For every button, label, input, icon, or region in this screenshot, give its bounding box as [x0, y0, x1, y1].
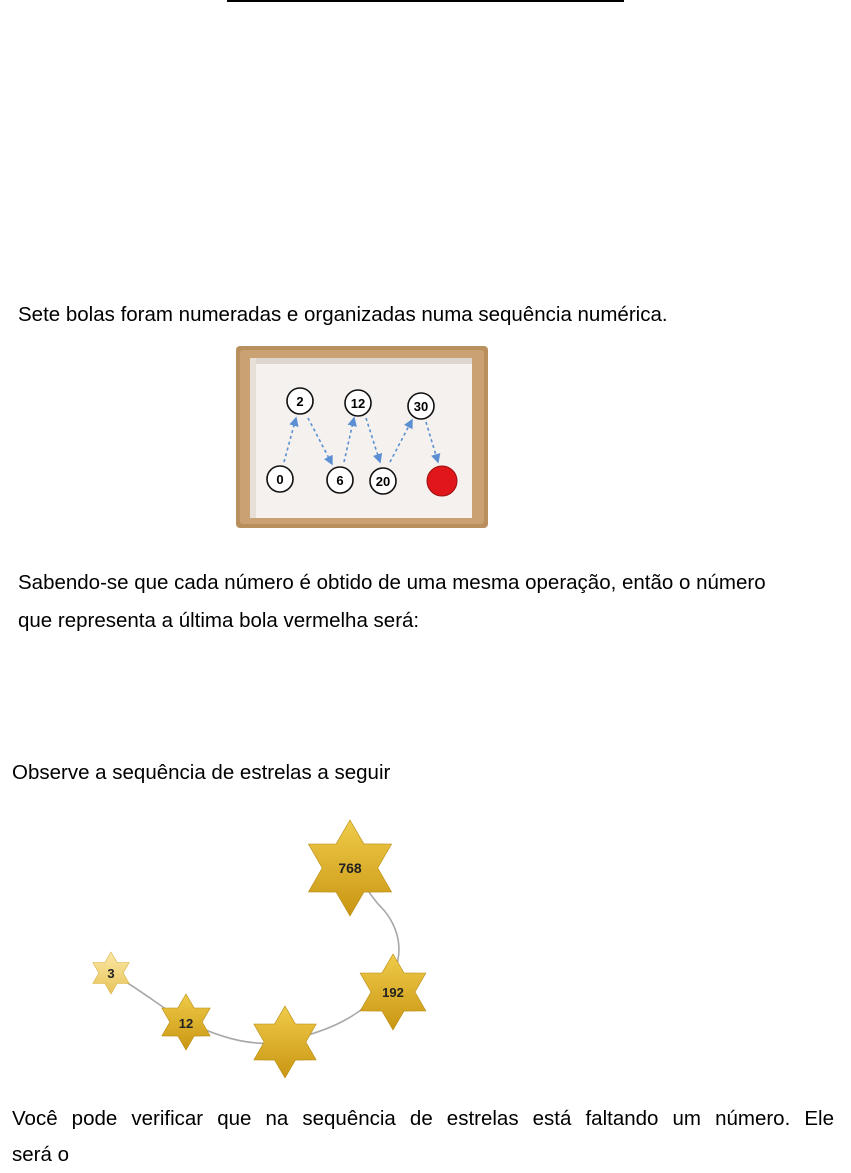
star-missing: [254, 1006, 316, 1078]
top-rule: [227, 0, 624, 2]
question-2-intro: Observe a sequência de estrelas a seguir: [12, 761, 391, 784]
question-1-text-line-2: que representa a última bola vermelha será:: [18, 609, 420, 632]
question-1-text-line-1: Sabendo-se que cada número é obtido de uma mesma operação, então o número: [18, 571, 766, 594]
ball-20: [370, 468, 396, 494]
ball-6: [327, 467, 353, 493]
ball-sequence-figure: [236, 346, 488, 528]
star-3: [93, 952, 129, 994]
question-1-intro: Sete bolas foram numeradas e organizadas numa sequência numérica.: [18, 303, 668, 326]
star-768: [308, 820, 391, 916]
ball-2: [287, 388, 313, 414]
svg-text:3: 3: [107, 966, 115, 981]
svg-text:12: 12: [350, 396, 366, 411]
svg-text:2: 2: [296, 394, 304, 409]
question-2-text-line-2: será o: [12, 1143, 69, 1166]
ball-0: [267, 466, 293, 492]
svg-text:30: 30: [413, 399, 429, 414]
svg-text:6: 6: [336, 473, 344, 488]
ball-12: [345, 390, 371, 416]
ball-30: [408, 393, 434, 419]
svg-text:768: 768: [338, 860, 362, 876]
missing-red-ball: [427, 466, 457, 496]
svg-text:192: 192: [382, 985, 404, 1000]
svg-text:20: 20: [375, 474, 391, 489]
star-192: [360, 954, 426, 1030]
question-2-text-line-1: Você pode verificar que na sequência de estrelas está faltando um número. Ele: [12, 1107, 834, 1130]
svg-text:12: 12: [178, 1016, 194, 1031]
star-12: [162, 994, 210, 1050]
star-sequence-figure: [80, 816, 440, 1078]
svg-text:0: 0: [276, 472, 284, 487]
